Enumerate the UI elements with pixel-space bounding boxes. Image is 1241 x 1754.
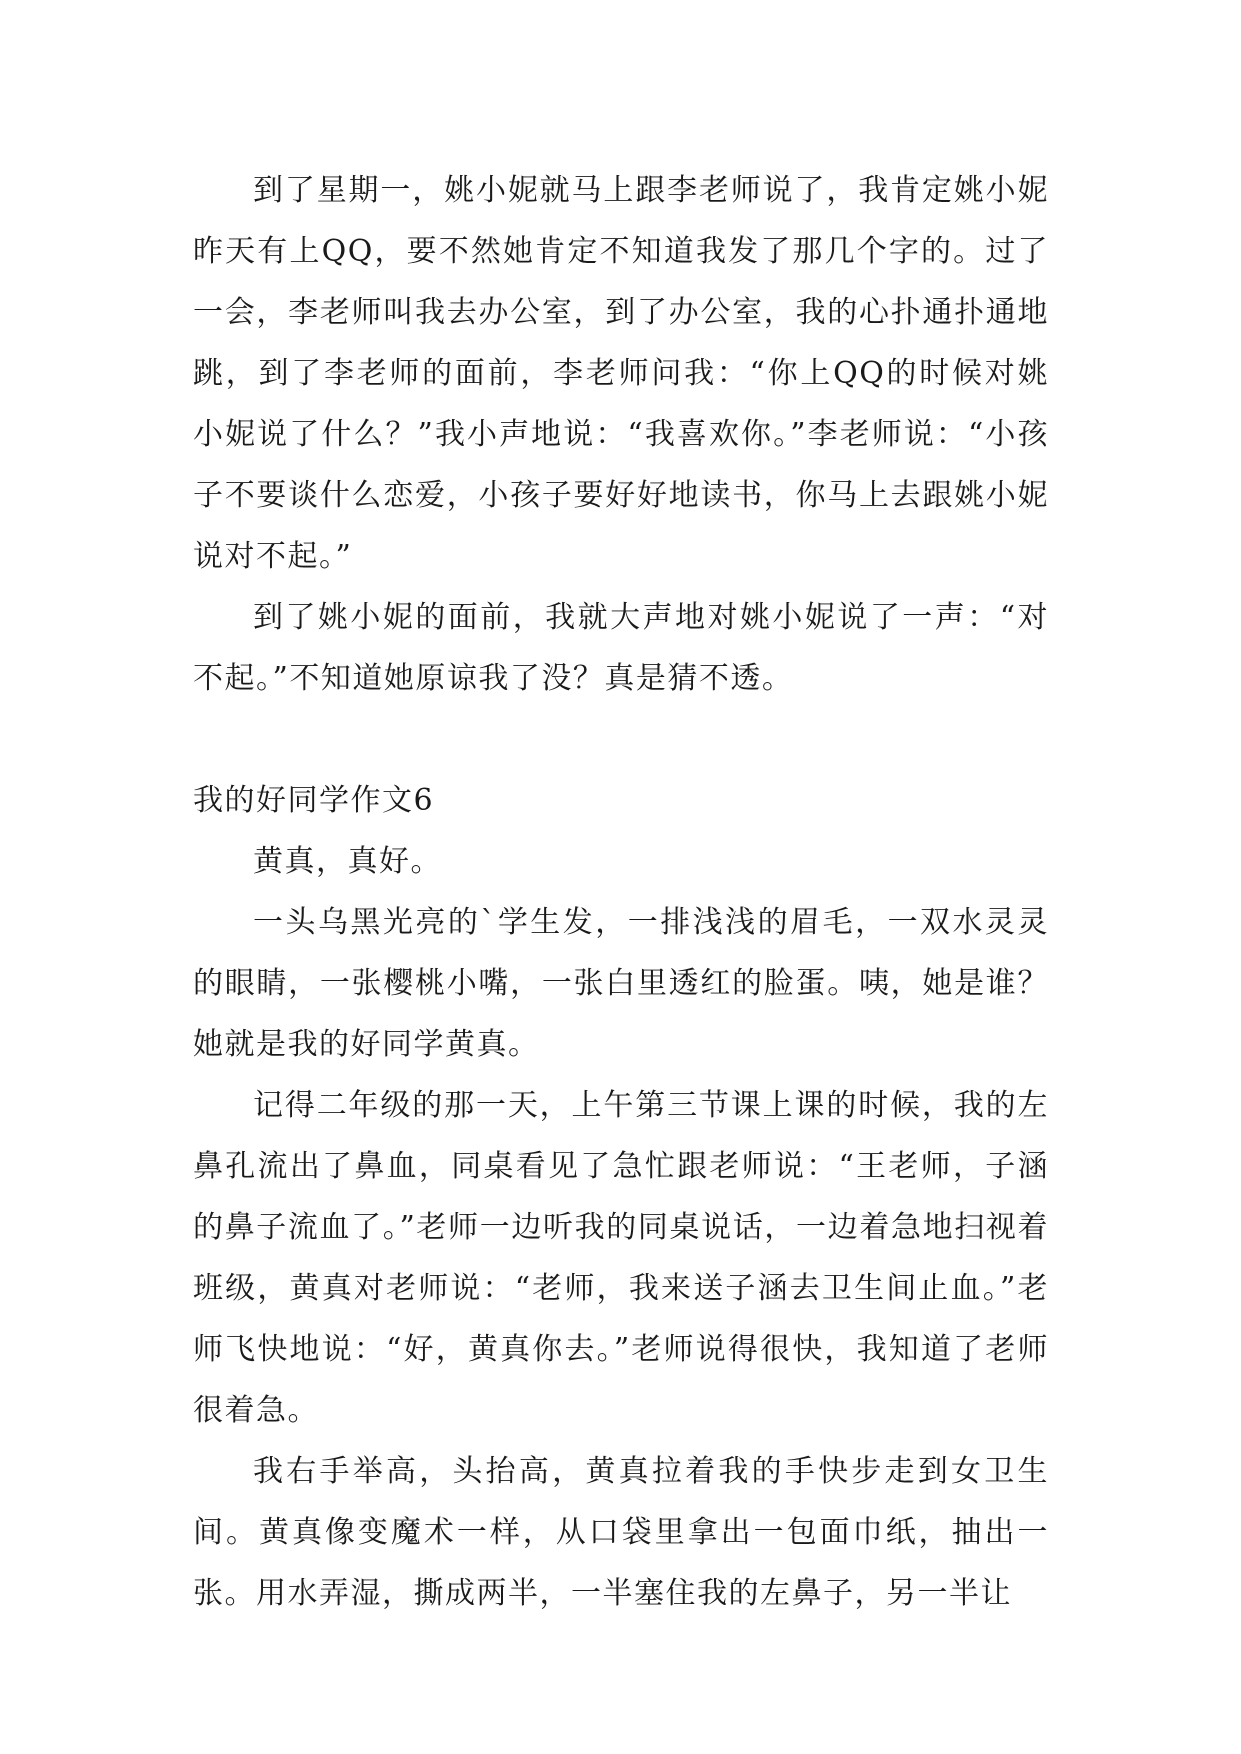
paragraph: 记得二年级的那一天，上午第三节课上课的时候，我的左鼻孔流出了鼻血，同桌看见了急忙跟老师说：“王老师，子涵的鼻子流血了。”老师一边听我的同桌说话，一边着急地扫视着班级，黄真对老师说：“老师，我来送子涵去卫生间止血。”老师飞快地说：“好，黄真你去。”老师说得很快，我知道了老师很着急。 — [193, 1088, 1049, 1428]
paragraph: 到了姚小妮的面前，我就大声地对姚小妮说了一声：“对不起。”不知道她原谅我了没？真是猜不透。 — [193, 600, 1049, 696]
section-title: 我的好同学作文6 — [193, 783, 435, 818]
document-body — [193, 160, 1049, 1624]
paragraph: 一头乌黑光亮的`学生发，一排浅浅的眉毛，一双水灵灵的眼睛，一张樱桃小嘴，一张白里透红的脸蛋。咦，她是谁？她就是我的好同学黄真。 — [193, 905, 1049, 1062]
paragraph: 黄真，真好。 — [253, 844, 442, 879]
paragraph: 到了星期一，姚小妮就马上跟李老师说了，我肯定姚小妮昨天有上QQ，要不然她肯定不知道我发了那几个字的。过了一会，李老师叫我去办公室，到了办公室，我的心扑通扑通地跳，到了李老师的面前，李老师问我：“你上QQ的时候对姚小妮说了什么？”我小声地说：“我喜欢你。”李老师说：“小孩子不要谈什么恋爱，小孩子要好好地读书，你马上去跟姚小妮说对不起。” — [193, 173, 1049, 574]
paragraph: 我右手举高，头抬高，黄真拉着我的手快步走到女卫生间。黄真像变魔术一样，从口袋里拿出一包面巾纸，抽出一张。用水弄湿，撕成两半，一半塞住我的左鼻子，另一半让 — [193, 1454, 1049, 1611]
section-spacer — [193, 709, 1049, 770]
